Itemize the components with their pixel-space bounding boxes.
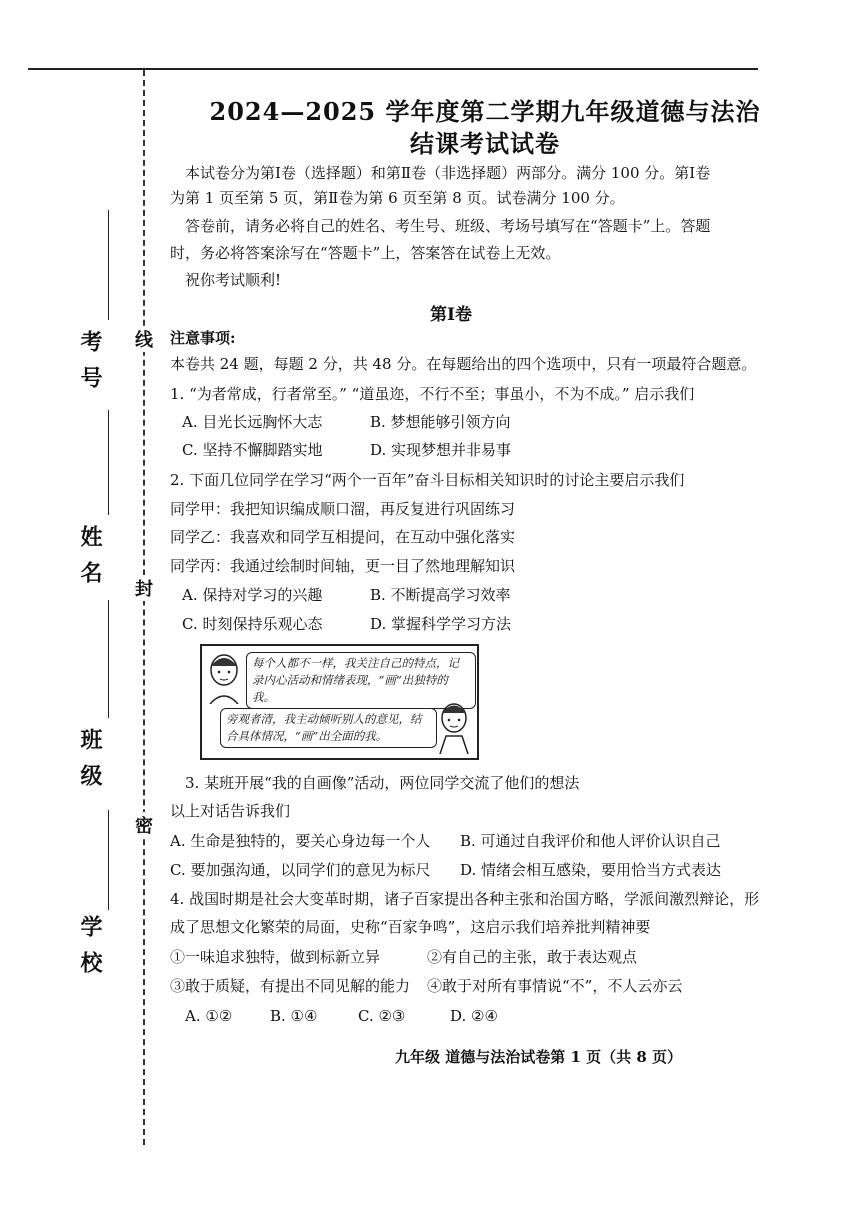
instruction-line: 为第 1 页至第 5 页，第Ⅱ卷为第 6 页至第 8 页。试卷满分 100 分。 bbox=[170, 189, 625, 207]
question-stem: 1. “为者常成，行者常至。” “道虽迩，不行不至；事虽小，不为不成。” 启示我们 bbox=[170, 385, 695, 403]
option-a: A. ①② bbox=[185, 1007, 233, 1025]
option-d: D. 情绪会相互感染，要用恰当方式表达 bbox=[460, 861, 722, 879]
statement-4: ④敢于对所有事情说“不”，不人云亦云 bbox=[427, 977, 683, 995]
option-c: C. 时刻保持乐观心态 bbox=[182, 615, 323, 633]
option-b: B. 不断提高学习效率 bbox=[370, 586, 511, 604]
notes-text: 本卷共 24 题，每题 2 分，共 48 分。在每题给出的四个选项中，只有一项最符合题意。 bbox=[170, 355, 757, 373]
student-statement: 同学乙：我喜欢和同学互相提问，在互动中强化落实 bbox=[170, 528, 516, 546]
option-d: D. 掌握科学学习方法 bbox=[370, 615, 512, 633]
notes-label: 注意事项: bbox=[170, 329, 236, 347]
instruction-wish: 祝你考试顺利! bbox=[185, 271, 282, 289]
option-b: B. ①④ bbox=[270, 1007, 318, 1025]
comic-illustration bbox=[200, 644, 479, 760]
exam-subtitle: 结课考试试卷 bbox=[410, 129, 560, 158]
top-rule bbox=[28, 68, 758, 70]
speech-bubble-2: 旁观者清，我主动倾听别人的意见，结合具体情况，“画”出全面的我。 bbox=[220, 708, 437, 748]
statement-2: ②有自己的主张，敢于表达观点 bbox=[427, 948, 638, 966]
option-c: C. ②③ bbox=[358, 1007, 406, 1025]
instruction-line: 本试卷分为第Ⅰ卷（选择题）和第Ⅱ卷（非选择题）两部分。满分 100 分。第Ⅰ卷 bbox=[185, 164, 711, 182]
girl-figure-icon bbox=[204, 648, 244, 704]
fill-line-xingming bbox=[108, 410, 109, 515]
option-b: B. 可通过自我评价和他人评价认识自己 bbox=[460, 832, 721, 850]
fill-line-xuexiao bbox=[108, 810, 109, 910]
option-c: C. 要加强沟通，以同学们的意见为标尺 bbox=[170, 861, 431, 879]
label-banji: 班级 bbox=[77, 728, 103, 800]
option-b: B. 梦想能够引领方向 bbox=[370, 413, 511, 431]
instruction-line: 答卷前，请务必将自己的姓名、考生号、班级、考场号填写在“答题卡”上。答题 bbox=[185, 217, 711, 235]
question-stem: 成了思想文化繁荣的局面，史称“百家争鸣”，这启示我们培养批判精神要 bbox=[170, 918, 651, 936]
option-c: C. 坚持不懈脚踏实地 bbox=[182, 441, 323, 459]
exam-title: 2024—2025 学年度第二学期九年级道德与法治 bbox=[209, 97, 761, 126]
question-stem: 2. 下面几位同学在学习“两个一百年”奋斗目标相关知识时的讨论主要启示我们 bbox=[170, 471, 685, 489]
student-statement: 同学丙：我通过绘制时间轴，更一目了然地理解知识 bbox=[170, 557, 516, 575]
binding-mark-xian: 线 bbox=[132, 326, 156, 352]
label-kaohao: 考号 bbox=[77, 330, 103, 402]
statement-1: ①一味追求独特，做到标新立异 bbox=[170, 948, 381, 966]
option-d: D. ②④ bbox=[450, 1007, 498, 1025]
speech-bubble-1: 每个人都不一样，我关注自己的特点，记录内心活动和情绪表现，“画”出独特的我。 bbox=[246, 652, 476, 709]
statement-3: ③敢于质疑，有提出不同见解的能力 bbox=[170, 977, 411, 995]
boy-figure-icon bbox=[434, 698, 474, 754]
page-footer: 九年级 道德与法治试卷第 1 页（共 8 页） bbox=[395, 1048, 682, 1066]
option-d: D. 实现梦想并非易事 bbox=[370, 441, 512, 459]
question-stem: 以上对话告诉我们 bbox=[170, 802, 291, 820]
label-xuexiao: 学校 bbox=[77, 915, 103, 987]
label-xingming: 姓名 bbox=[77, 525, 103, 597]
question-stem: 4. 战国时期是社会大变革时期，诸子百家提出各种主张和治国方略，学派间激烈辩论，形 bbox=[170, 890, 760, 908]
binding-mark-feng: 封 bbox=[132, 575, 156, 601]
section-title: 第Ⅰ卷 bbox=[430, 305, 472, 325]
binding-mark-mi: 密 bbox=[132, 812, 156, 838]
binding-line bbox=[143, 70, 145, 1145]
option-a: A. 目光长远胸怀大志 bbox=[182, 413, 323, 431]
option-a: A. 保持对学习的兴趣 bbox=[182, 586, 323, 604]
student-statement: 同学甲：我把知识编成顺口溜，再反复进行巩固练习 bbox=[170, 500, 516, 518]
question-stem: 3. 某班开展“我的自画像”活动，两位同学交流了他们的想法 bbox=[185, 774, 580, 792]
fill-line-kaohao bbox=[108, 210, 109, 320]
instruction-line: 时，务必将答案涂写在“答题卡”上，答案答在试卷上无效。 bbox=[170, 244, 561, 262]
fill-line-banji bbox=[108, 600, 109, 718]
option-a: A. 生命是独特的，要关心身边每一个人 bbox=[170, 832, 431, 850]
